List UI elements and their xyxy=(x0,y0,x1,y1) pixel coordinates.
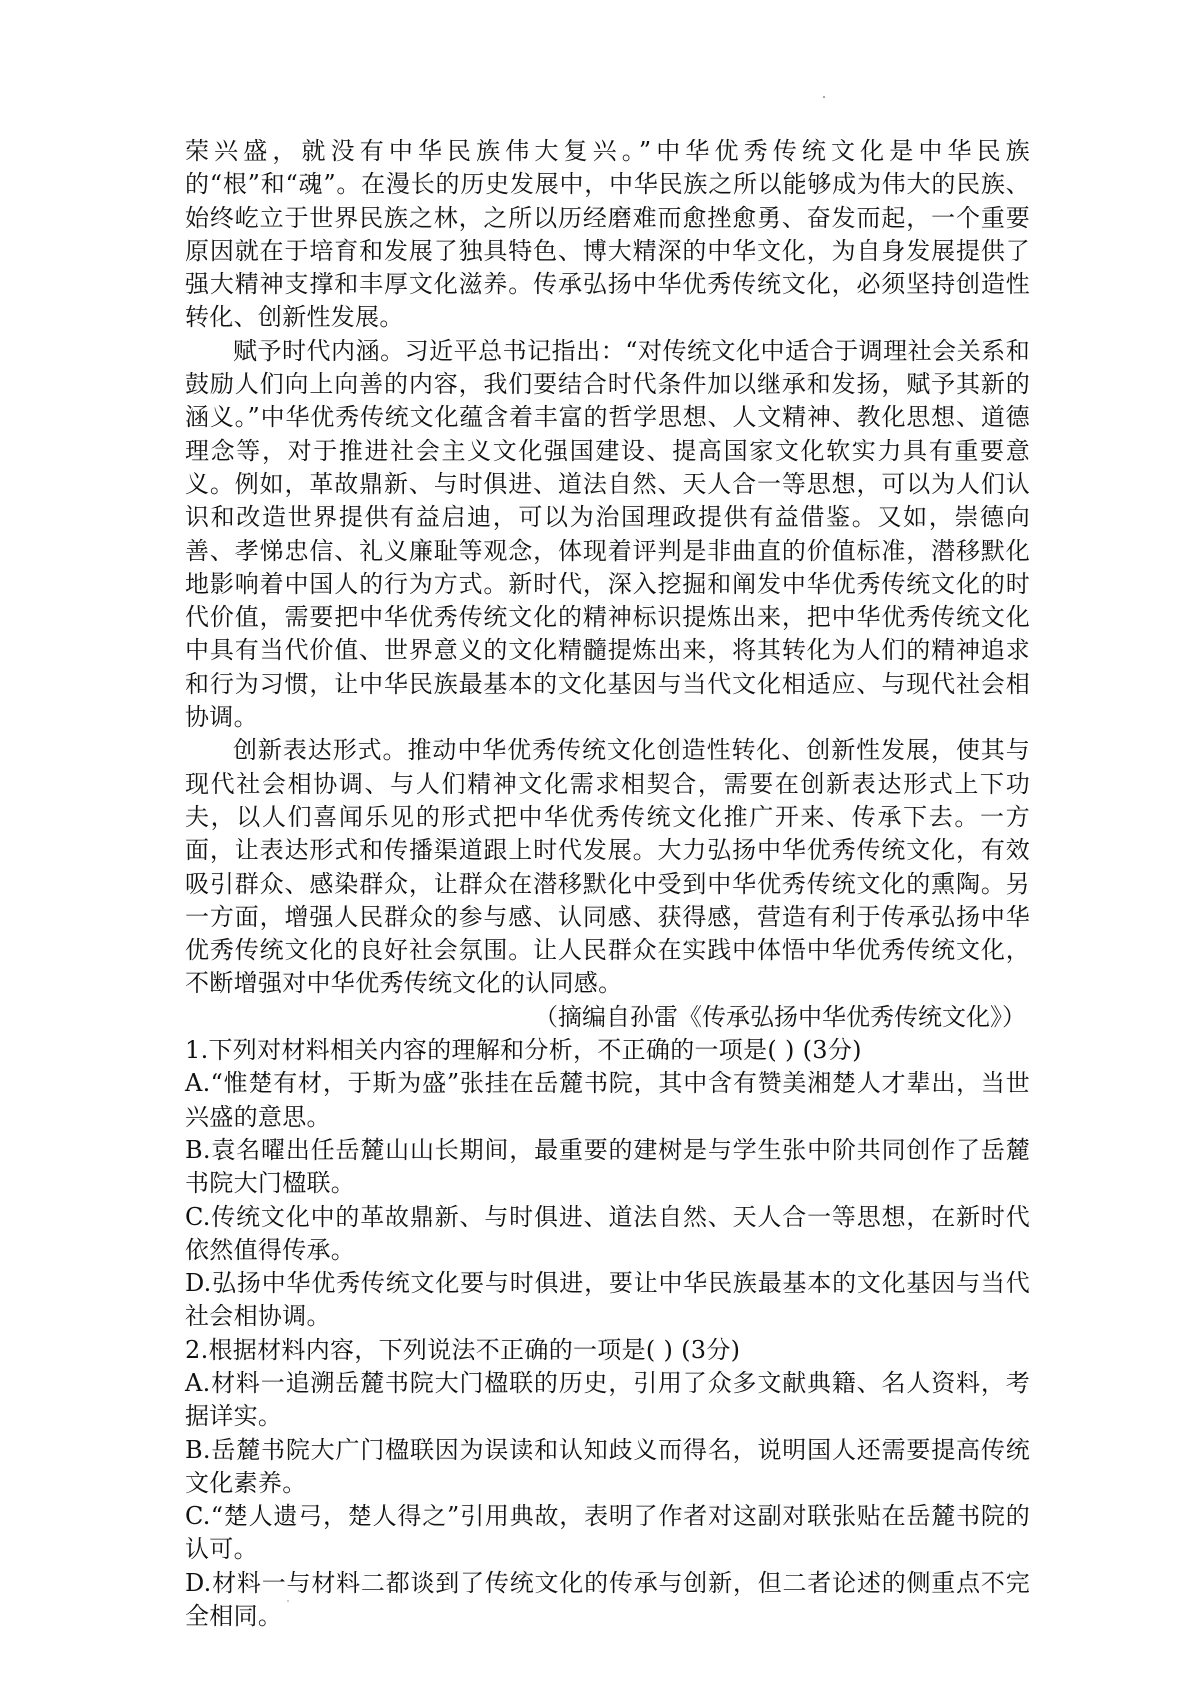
option-c: C.传统文化中的革故鼎新、与时俱进、道法自然、天人合一等思想，在新时代依然值得传承。 xyxy=(185,1202,1030,1264)
option-d: D.弘扬中华优秀传统文化要与时俱进，要让中华民族最基本的文化基因与当代社会相协调。 xyxy=(185,1269,1030,1331)
option-b: B.岳麓书院大广门楹联因为误读和认知歧义而得名，说明国人还需要提高传统文化素养。 xyxy=(185,1435,1030,1497)
passage-paragraph-3: 创新表达形式。推动中华优秀传统文化创造性转化、创新性发展，使其与现代社会相协调、与人们精神文化需求相契合，需要在创新表达形式上下功夫，以人们喜闻乐见的形式把中华优秀传统文化推广开来、传承下去。一方面，让表达形式和传播渠道跟上时代发展。大力弘扬中华优秀传统文化，有效吸引群众、感染群众，让群众在潜移默化中受到中华优秀传统文化的熏陶。另一方面，增强人民群众的参与感、认同感、获得感，营造有利于传承弘扬中华优秀传统文化的良好社会氛围。让人民群众在实践中体悟中华优秀传统文化，不断增强对中华优秀传统文化的认同感。 xyxy=(185,736,1030,998)
option-a: A.“惟楚有材，于斯为盛”张挂在岳麓书院，其中含有赞美湘楚人才辈出，当世兴盛的意思。 xyxy=(185,1069,1030,1131)
scan-speck xyxy=(823,96,825,98)
option-b: B.袁名曜出任岳麓山山长期间，最重要的建树是与学生张中阶共同创作了岳麓书院大门楹联。 xyxy=(185,1135,1030,1198)
passage-source: （摘编自孙雷《传承弘扬中华优秀传统文化》） xyxy=(534,1002,1026,1031)
document-page xyxy=(185,135,1030,1633)
option-d: D.材料一与材料二都谈到了传统文化的传承与创新，但二者论述的侧重点不完全相同。 xyxy=(185,1568,1030,1631)
question-1 xyxy=(185,1034,1030,1334)
question-stem: 1.下列对材料相关内容的理解和分析，不正确的一项是( ) (3分) xyxy=(185,1036,862,1065)
question-2 xyxy=(185,1334,1030,1634)
option-a: A.材料一追溯岳麓书院大门楹联的历史，引用了众多文献典籍、名人资料，考据详实。 xyxy=(185,1368,1030,1431)
passage xyxy=(185,135,1030,1034)
question-stem: 2.根据材料内容，下列说法不正确的一项是( ) (3分) xyxy=(185,1335,741,1364)
option-c: C.“楚人遗弓，楚人得之”引用典故，表明了作者对这副对联张贴在岳麓书院的认可。 xyxy=(185,1502,1030,1564)
passage-paragraph-2: 赋予时代内涵。习近平总书记指出：“对传统文化中适合于调理社会关系和鼓励人们向上向善的内容，我们要结合时代条件加以继承和发扬，赋予其新的涵义。”中华优秀传统文化蕴含着丰富的哲学思想、人文精神、教化思想、道德理念等，对于推进社会主义文化强国建设、提高国家文化软实力具有重要意义。例如，革故鼎新、与时俱进、道法自然、天人合一等思想，可以为人们认识和改造世界提供有益启迪，可以为治国理政提供有益借鉴。又如，崇德向善、孝悌忠信、礼义廉耻等观念，体现着评判是非曲直的价值标准，潜移默化地影响着中国人的行为方式。新时代，深入挖掘和阐发中华优秀传统文化的时代价值，需要把中华优秀传统文化的精神标识提炼出来，把中华优秀传统文化中具有当代价值、世界意义的文化精髓提炼出来，将其转化为人们的精神追求和行为习惯，让中华民族最基本的文化基因与当代文化相适应、与现代社会相协调。 xyxy=(185,336,1030,732)
passage-paragraph-1: 荣兴盛，就没有中华民族伟大复兴。”中华优秀传统文化是中华民族的“根”和“魂”。在漫长的历史发展中，中华民族之所以能够成为伟大的民族、始终屹立于世界民族之林，之所以历经磨难而愈挫愈勇、奋发而起，一个重要原因就在于培育和发展了独具特色、博大精深的中华文化，为自身发展提供了强大精神支撑和丰厚文化滋养。传承弘扬中华优秀传统文化，必须坚持创造性转化、创新性发展。 xyxy=(185,137,1030,332)
